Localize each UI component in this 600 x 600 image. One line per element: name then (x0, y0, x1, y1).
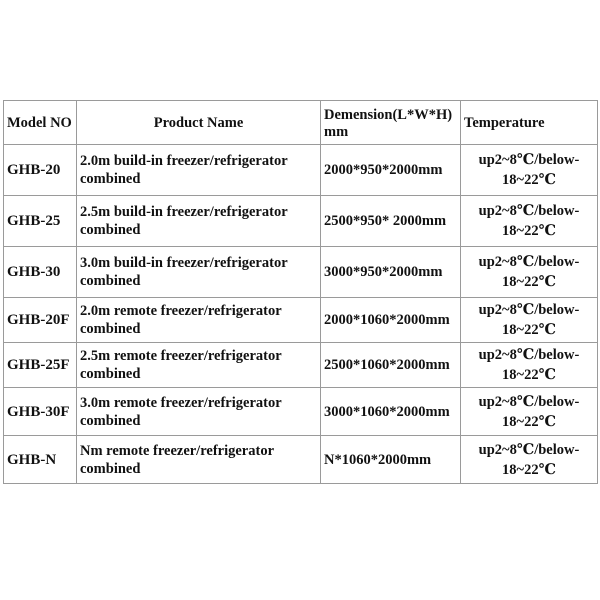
dimension-cell: 3000*950*2000mm (321, 247, 461, 298)
temperature-line-2: 18~22℃ (502, 274, 556, 290)
model-cell: GHB-20 (4, 145, 77, 196)
dimension-cell: 2500*950* 2000mm (321, 196, 461, 247)
model-cell: GHB-30F (4, 388, 77, 436)
dimension-cell: N*1060*2000mm (321, 436, 461, 484)
table-row (4, 247, 598, 298)
temperature-line-2: 18~22℃ (502, 322, 556, 338)
product-name-cell: 2.5m remote freezer/refrigerator combined (77, 343, 321, 388)
model-cell: GHB-N (4, 436, 77, 484)
temperature-line-1: up2~8℃/below- (478, 203, 580, 219)
temperature-cell (461, 388, 598, 436)
temperature-line-2: 18~22℃ (502, 367, 556, 383)
table-row (4, 388, 598, 436)
product-name-cell: 2.0m build-in freezer/refrigerator combined (77, 145, 321, 196)
header-dimension (321, 101, 461, 145)
product-name-cell: Nm remote freezer/refrigerator combined (77, 436, 321, 484)
model-cell: GHB-20F (4, 298, 77, 343)
table-row (4, 343, 598, 388)
header-product-name: Product Name (77, 101, 321, 145)
temperature-cell (461, 343, 598, 388)
model-cell: GHB-25 (4, 196, 77, 247)
header-dimension-label: Demension(L*W*H) (324, 106, 453, 123)
table-row (4, 298, 598, 343)
product-name-cell: 3.0m remote freezer/refrigerator combined (77, 388, 321, 436)
temperature-line-2: 18~22℃ (502, 413, 556, 430)
header-dimension-unit: mm (324, 123, 349, 140)
product-name-cell: 2.5m build-in freezer/refrigerator combined (77, 196, 321, 247)
product-name-cell: 2.0m remote freezer/refrigerator combined (77, 298, 321, 343)
dimension-cell: 2000*950*2000mm (321, 145, 461, 196)
header-model-no: Model NO (4, 101, 77, 145)
model-cell: GHB-25F (4, 343, 77, 388)
temperature-cell (461, 145, 598, 196)
model-cell: GHB-30 (4, 247, 77, 298)
temperature-line-2: 18~22℃ (502, 172, 556, 188)
dimension-cell: 2000*1060*2000mm (321, 298, 461, 343)
temperature-line-2: 18~22℃ (502, 461, 556, 478)
table-row (4, 145, 598, 196)
dimension-cell: 2500*1060*2000mm (321, 343, 461, 388)
temperature-line-1: up2~8℃/below- (478, 393, 580, 410)
temperature-cell (461, 436, 598, 484)
temperature-cell (461, 247, 598, 298)
header-temperature: Temperature (461, 101, 598, 145)
table-row (4, 196, 598, 247)
temperature-cell (461, 298, 598, 343)
product-spec-table (3, 100, 598, 484)
temperature-line-1: up2~8℃/below- (478, 152, 580, 168)
temperature-line-1: up2~8℃/below- (478, 347, 580, 363)
temperature-line-1: up2~8℃/below- (478, 441, 580, 458)
header-row (4, 101, 598, 145)
product-name-cell: 3.0m build-in freezer/refrigerator combined (77, 247, 321, 298)
temperature-cell (461, 196, 598, 247)
temperature-line-2: 18~22℃ (502, 223, 556, 239)
temperature-line-1: up2~8℃/below- (478, 302, 580, 318)
temperature-line-1: up2~8℃/below- (478, 254, 580, 270)
dimension-cell: 3000*1060*2000mm (321, 388, 461, 436)
table-row (4, 436, 598, 484)
